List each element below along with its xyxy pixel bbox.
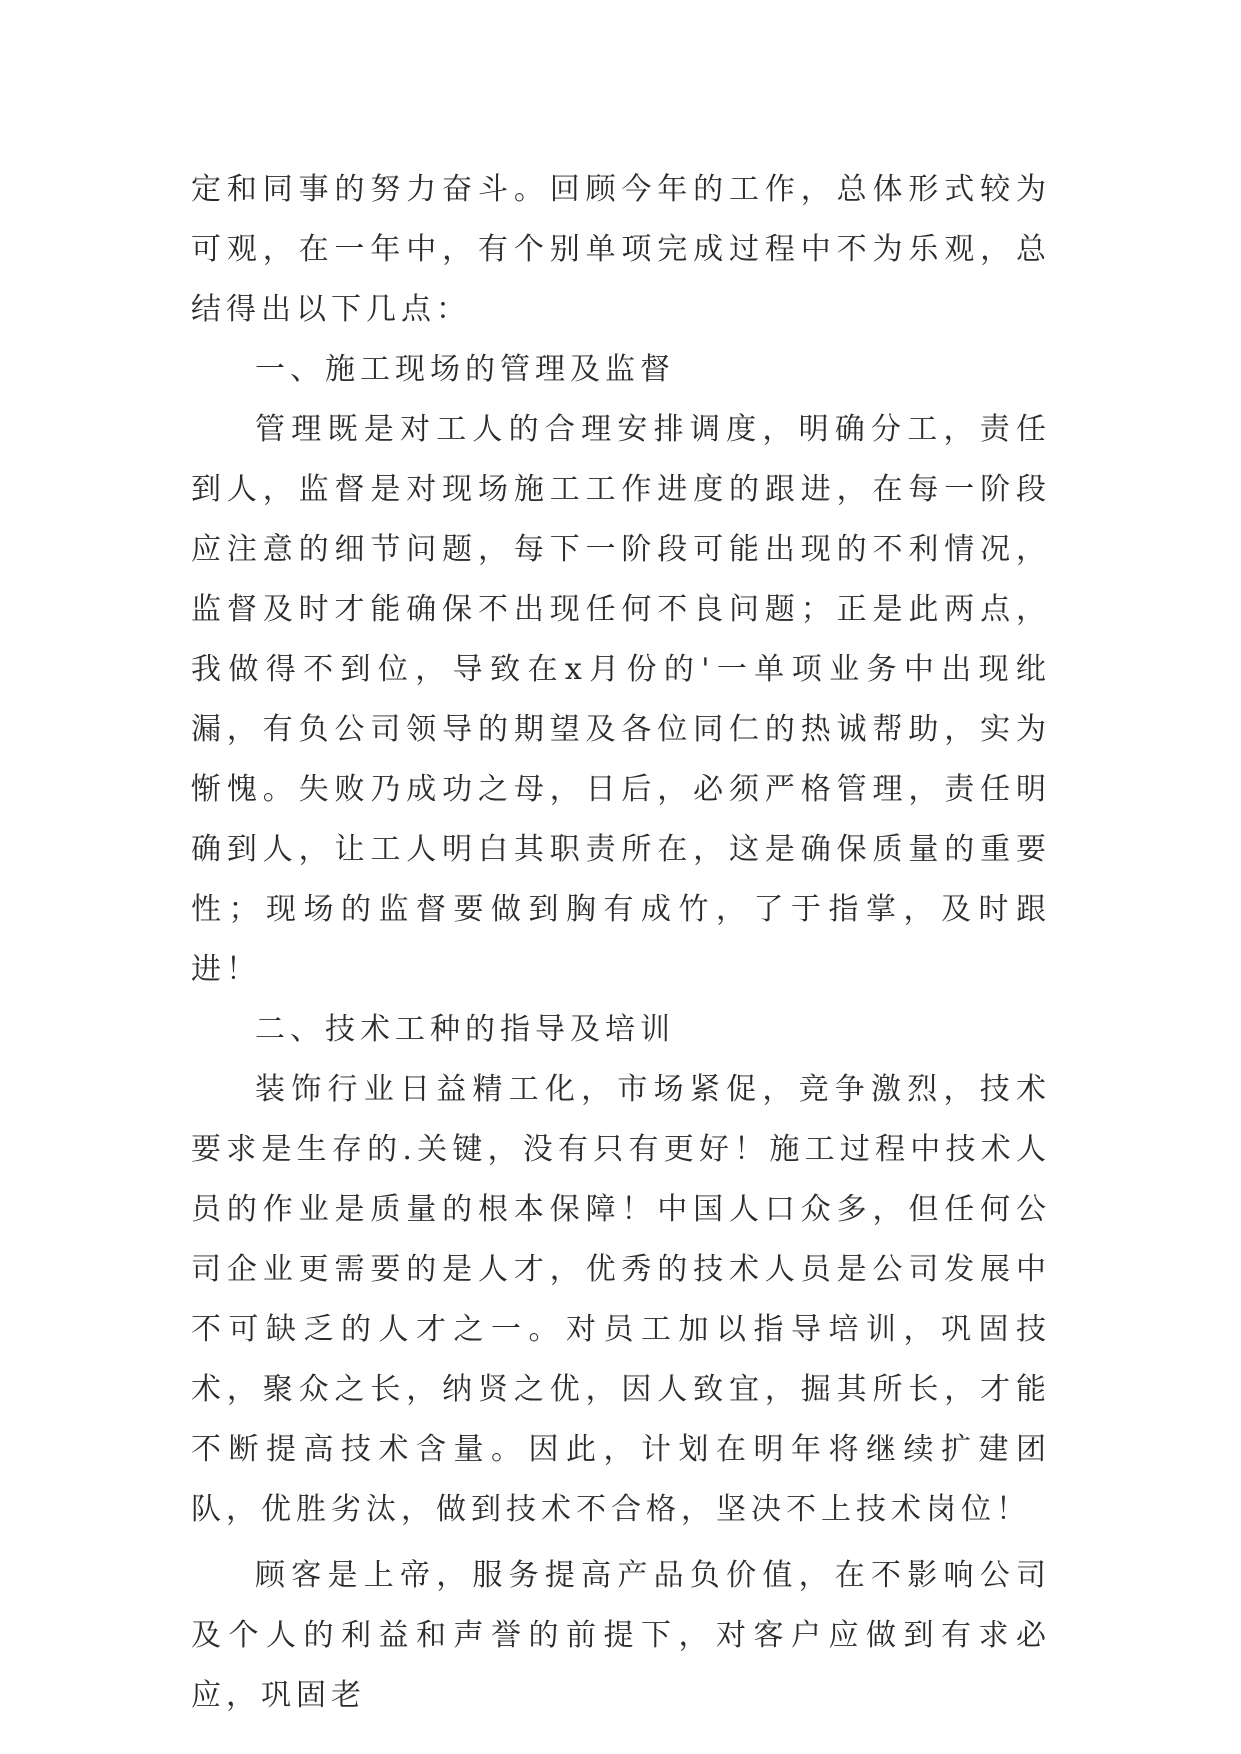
paragraph-continuation: 定和同事的努力奋斗。回顾今年的工作，总体形式较为可观，在一年中，有个别单项完成过程中不为乐观，总结得出以下几点： (191, 172, 1051, 327)
section-heading-2: 二、技术工种的指导及培训 (255, 1012, 675, 1047)
document-body (191, 160, 1051, 1726)
paragraph-management: 管理既是对工人的合理安排调度，明确分工，责任到人，监督是对现场施工工作进度的跟进，在每一阶段应注意的细节问题，每下一阶段可能出现的不利情况，监督及时才能确保不出现任何不良问题；正是此两点，我做得不到位，导致在x月份的'一单项业务中出现纰漏，有负公司领导的期望及各位同仁的热诚帮助，实为惭愧。失败乃成功之母，日后，必须严格管理，责任明确到人，让工人明白其职责所在，这是确保质量的重要性；现场的监督要做到胸有成竹，了于指掌，及时跟进！ (191, 412, 1051, 987)
paragraph-training: 装饰行业日益精工化，市场紧促，竞争激烈，技术要求是生存的.关键，没有只有更好！施工过程中技术人员的作业是质量的根本保障！中国人口众多，但任何公司企业更需要的是人才，优秀的技术人员是公司发展中不可缺乏的人才之一。对员工加以指导培训，巩固技术，聚众之长，纳贤之优，因人致宜，掘其所长，才能不断提高技术含量。因此，计划在明年将继续扩建团队，优胜劣汰，做到技术不合格，坚决不上技术岗位！ (191, 1072, 1051, 1527)
paragraph-customer: 顾客是上帝，服务提高产品负价值，在不影响公司及个人的利益和声誉的前提下，对客户应做到有求必应，巩固老 (191, 1558, 1051, 1713)
section-heading-1: 一、施工现场的管理及监督 (255, 352, 675, 387)
